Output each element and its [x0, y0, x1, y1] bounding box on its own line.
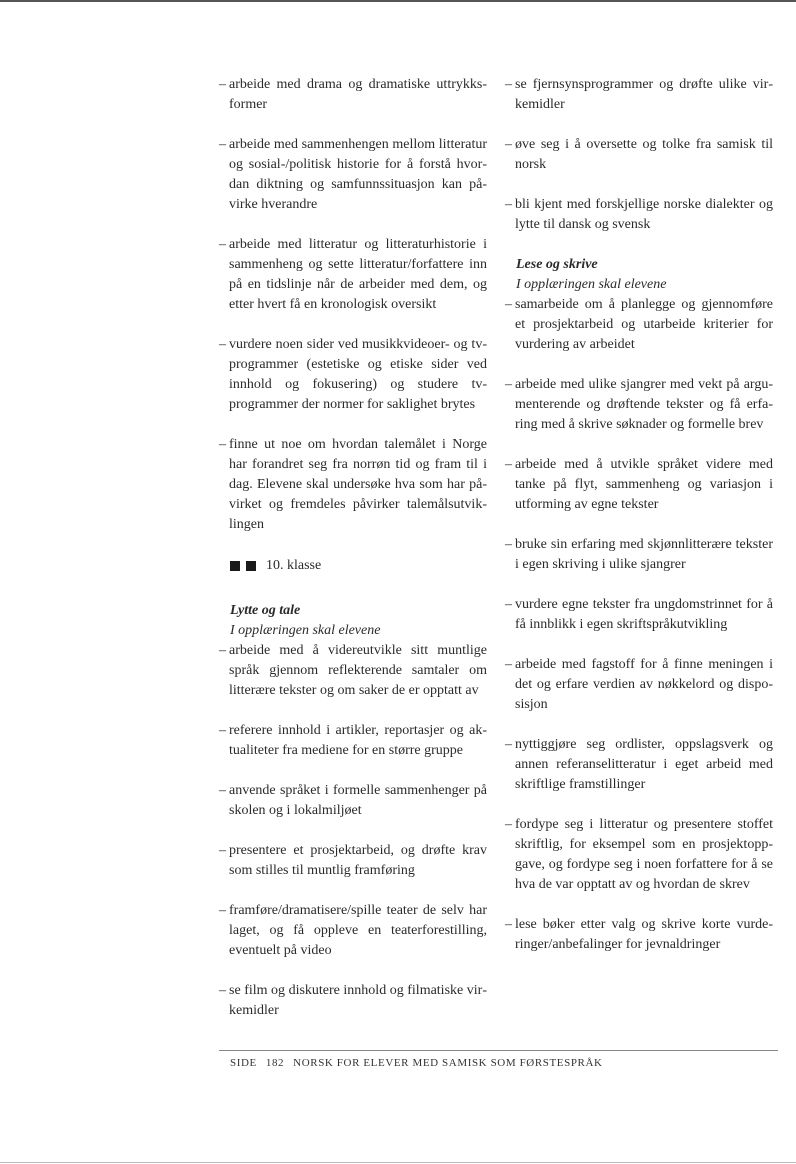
list-item-text: øve seg i å oversette og tolke fra samisk til norsk	[515, 137, 773, 172]
list-item	[505, 195, 773, 235]
right-column	[505, 75, 773, 975]
list-item-text: bruke sin erfaring med skjønnlitterære tekster i egen skriving i ulike sjangrer	[515, 537, 773, 572]
dash-marker: –	[219, 723, 226, 738]
dash-marker: –	[219, 903, 226, 918]
list-item-text: anvende språket i formelle sammenhenger på skolen og i lokalmiljøet	[229, 783, 487, 818]
footer-rule	[219, 1050, 778, 1051]
list-item	[219, 435, 487, 535]
list-item	[219, 75, 487, 115]
dash-marker: –	[505, 137, 512, 152]
dash-marker: –	[505, 457, 512, 472]
list-item-text: lese bøker etter valg og skrive korte vurderinger/anbefalinger for jevnaldringer	[515, 917, 773, 952]
right-list-bottom	[505, 295, 773, 955]
list-item-text: samarbeide om å planlegge og gjennomføre et prosjektarbeid og utarbeide kriterier for vurdering av arbeidet	[515, 297, 773, 352]
section-heading: Lese og skrive	[516, 257, 598, 272]
list-item	[219, 235, 487, 315]
list-item	[219, 901, 487, 961]
list-item-text: arbeide med ulike sjangrer med vekt på argumenterende og drøftende tekster og få erfaring med å skrive søknader og formelle brev	[515, 377, 773, 432]
section-subheading: I opplæringen skal elevene	[516, 277, 667, 292]
bottom-border-line	[0, 1162, 796, 1163]
list-item	[505, 375, 773, 435]
list-item	[219, 641, 487, 701]
list-item-text: arbeide med å videreutvikle sitt muntlige språk gjennom reflekterende samtaler om litterære tekster og om saker de er opptatt av	[229, 643, 487, 698]
list-item	[505, 815, 773, 895]
dash-marker: –	[505, 657, 512, 672]
list-item	[219, 841, 487, 881]
dash-marker: –	[505, 197, 512, 212]
list-item	[505, 75, 773, 115]
list-item-text: se fjernsynsprogrammer og drøfte ulike virkemidler	[515, 77, 773, 112]
footer-side-label: SIDE	[230, 1057, 257, 1069]
left-list-top	[219, 75, 487, 535]
dash-marker: –	[505, 77, 512, 92]
list-item-text: arbeide med å utvikle språket videre med tanke på flyt, sammenheng og variasjon i utforming av egne tekster	[515, 457, 773, 512]
list-item-text: presentere et prosjektarbeid, og drøfte krav som stilles til muntlig framføring	[229, 843, 487, 878]
right-list-top	[505, 75, 773, 235]
dash-marker: –	[505, 597, 512, 612]
list-item	[505, 135, 773, 175]
list-item-text: nyttiggjøre seg ordlister, oppslagsverk og annen referanselitteratur i eget arbeid med skriftlige framstillinger	[515, 737, 773, 792]
dash-marker: –	[505, 537, 512, 552]
list-item-text: arbeide med sammenhengen mellom litteratur og sosial-/politisk historie for å forstå hvordan diktning og samfunnssituasjon kan påvirke hverandre	[229, 137, 487, 212]
list-item	[505, 535, 773, 575]
list-item-text: vurdere noen sider ved musikkvideoer- og tv-programmer (estetiske og etiske sider ved innhold og fokusering) og studere tv-programmer der normer for saklighet brytes	[229, 337, 487, 412]
grade-heading	[230, 556, 487, 576]
dash-marker: –	[219, 783, 226, 798]
dash-marker: –	[505, 377, 512, 392]
dash-marker: –	[505, 917, 512, 932]
footer-title: NORSK FOR ELEVER MED SAMISK SOM FØRSTESPRÅK	[293, 1057, 603, 1069]
list-item	[219, 135, 487, 215]
list-item-text: finne ut noe om hvordan talemålet i Norge har forandret seg fra norrøn tid og fram til i dag. Elevene skal undersøke hva som har påvirket og fremdeles påvirker talemålsutviklingen	[229, 437, 487, 532]
dash-marker: –	[219, 437, 226, 452]
section-heading: Lytte og tale	[230, 603, 301, 618]
dash-marker: –	[219, 137, 226, 152]
top-border-line	[0, 0, 796, 2]
square-bullet-icon	[246, 561, 256, 571]
page-number: 182	[265, 1057, 285, 1069]
list-item-text: referere innhold i artikler, reportasjer og aktualiteter fra mediene for en større gruppe	[229, 723, 487, 758]
dash-marker: –	[219, 237, 226, 252]
list-item-text: arbeide med fagstoff for å finne meningen i det og erfare verdien av nøkkelord og disposisjon	[515, 657, 773, 712]
dash-marker: –	[219, 77, 226, 92]
list-item-text: framføre/dramatisere/spille teater de selv har laget, og få oppleve en teaterforestilling, eventuelt på video	[229, 903, 487, 958]
dash-marker: –	[505, 737, 512, 752]
list-item	[505, 915, 773, 955]
left-list-bottom	[219, 641, 487, 1021]
dash-marker: –	[505, 817, 512, 832]
dash-marker: –	[219, 337, 226, 352]
page-footer	[230, 1055, 612, 1071]
dash-marker: –	[219, 983, 226, 998]
grade-label: 10. klasse	[266, 558, 322, 573]
list-item	[219, 335, 487, 415]
dash-marker: –	[219, 843, 226, 858]
list-item-text: fordype seg i litteratur og presentere stoffet skriftlig, for eksempel som en prosjektoppgave, og fordype seg i noen forfattere for å se hva de var opptatt av og hvordan de skrev	[515, 817, 773, 892]
list-item	[505, 455, 773, 515]
section-subheading: I opplæringen skal elevene	[230, 623, 381, 638]
square-bullet-icon	[230, 561, 240, 571]
list-item-text: arbeide med litteratur og litteraturhistorie i sammenheng og sette litteratur/forfattere inn på en tidslinje når de arbeider med dem, og etter hvert få en kronologisk oversikt	[229, 237, 487, 312]
list-item	[219, 721, 487, 761]
list-item-text: arbeide med drama og dramatiske uttrykksformer	[229, 77, 487, 112]
list-item	[505, 655, 773, 715]
list-item	[505, 595, 773, 635]
dash-marker: –	[219, 643, 226, 658]
list-item	[505, 735, 773, 795]
list-item	[219, 981, 487, 1021]
list-item-text: bli kjent med forskjellige norske dialekter og lytte til dansk og svensk	[515, 197, 773, 232]
list-item	[219, 781, 487, 821]
left-column	[219, 75, 487, 1041]
list-item	[505, 295, 773, 355]
list-item-text: vurdere egne tekster fra ungdomstrinnet for å få innblikk i egen skriftspråkutvikling	[515, 597, 773, 632]
dash-marker: –	[505, 297, 512, 312]
list-item-text: se film og diskutere innhold og filmatiske virkemidler	[229, 983, 487, 1018]
